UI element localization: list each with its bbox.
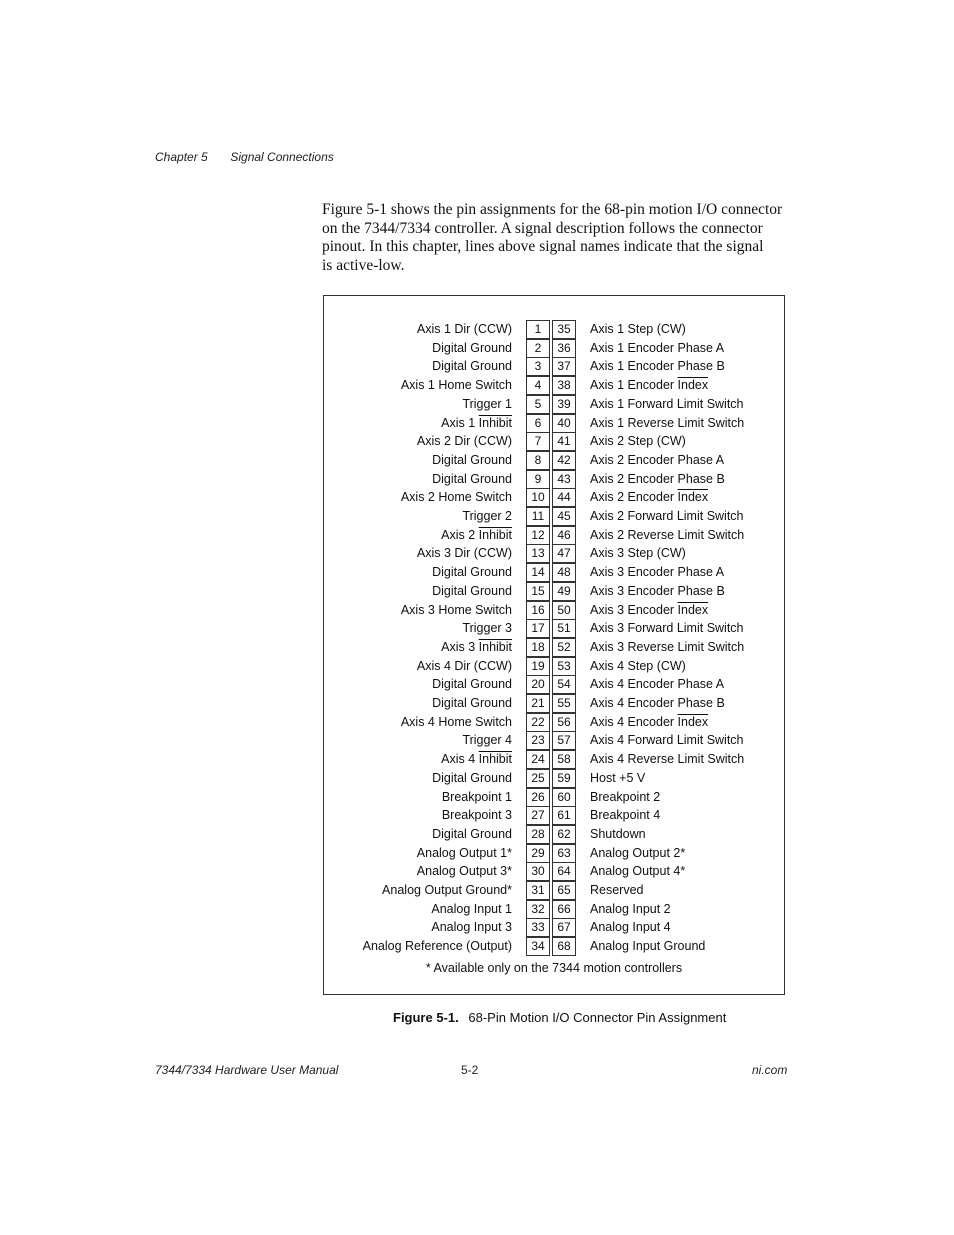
active-low-signal: Index (677, 602, 709, 617)
right-signal-label: Breakpoint 4 (590, 808, 661, 823)
pin-row (324, 376, 784, 395)
pin-number-right: 55 (552, 694, 576, 713)
pin-row (324, 675, 784, 694)
right-signal-label: Axis 1 Reverse Limit Switch (590, 415, 745, 430)
pin-number-left: 2 (526, 339, 550, 358)
pin-number-right: 60 (552, 788, 576, 807)
right-signal-label: Reserved (590, 883, 644, 897)
right-signal-label: Axis 2 Encoder Phase B (590, 471, 725, 486)
left-signal-label: Axis 1 Inhibit (441, 415, 512, 430)
left-signal-label: Digital Ground (432, 770, 512, 785)
pin-number-right: 44 (552, 488, 576, 507)
pin-row (324, 900, 784, 919)
left-signal-label: Digital Ground (432, 583, 512, 598)
pin-number-left: 4 (526, 376, 550, 395)
pin-number-right: 59 (552, 769, 576, 788)
right-signal-label: Axis 1 Encoder Phase B (590, 359, 725, 374)
pin-row (324, 825, 784, 844)
active-low-signal: Index (677, 714, 709, 729)
pin-number-right: 68 (552, 937, 576, 956)
left-signal-label: Trigger 1 (462, 396, 512, 411)
pin-number-left: 33 (526, 918, 550, 937)
pin-number-right: 54 (552, 675, 576, 694)
right-signal-label: Axis 2 Encoder Phase A (590, 452, 725, 467)
active-low-signal: Inhibit (478, 415, 512, 430)
pin-row (324, 619, 784, 638)
intro-line: pinout. In this chapter, lines above signal names indicate that the signal (322, 238, 764, 256)
footer-website: ni.com (752, 1063, 788, 1077)
pin-number-left: 24 (526, 750, 550, 769)
pin-number-left: 20 (526, 675, 550, 694)
pin-number-left: 29 (526, 844, 550, 863)
section-label: Signal Connections (230, 150, 334, 164)
left-signal-label: Axis 3 Home Switch (400, 602, 512, 617)
pin-row (324, 395, 784, 414)
pin-row (324, 339, 784, 358)
pin-row (324, 881, 784, 900)
right-signal-label: Axis 2 Encoder Index (590, 490, 709, 505)
right-signal-label: Analog Input 2 (590, 901, 671, 916)
left-signal-label: Analog Output 3* (416, 864, 512, 879)
pin-number-left: 14 (526, 563, 550, 582)
left-signal-label: Digital Ground (432, 565, 512, 580)
left-signal-label: Digital Ground (432, 471, 512, 486)
active-low-signal: Index (677, 490, 709, 505)
pin-row (324, 694, 784, 713)
pin-number-left: 21 (526, 694, 550, 713)
pin-number-left: 32 (526, 900, 550, 919)
left-signal-label: Trigger 3 (462, 621, 512, 636)
left-signal-label: Analog Output 1* (416, 845, 512, 860)
left-signal-label: Breakpoint 1 (441, 789, 512, 804)
pin-number-left: 12 (526, 526, 550, 545)
pin-row (324, 769, 784, 788)
footer-manual-title: 7344/7334 Hardware User Manual (155, 1063, 339, 1077)
right-signal-label: Axis 4 Reverse Limit Switch (590, 752, 745, 767)
left-signal-label: Analog Output Ground* (382, 883, 512, 897)
caption-text: 68-Pin Motion I/O Connector Pin Assignment (468, 1010, 727, 1025)
pin-number-left: 26 (526, 788, 550, 807)
pin-row (324, 320, 784, 339)
right-signal-label: Axis 3 Encoder Index (590, 602, 709, 617)
left-signal-label: Axis 4 Inhibit (441, 752, 512, 767)
pin-row (324, 806, 784, 825)
pin-number-left: 16 (526, 601, 550, 620)
right-signal-label: Host +5 V (590, 770, 646, 785)
active-low-signal: Inhibit (478, 752, 512, 767)
right-signal-label: Axis 2 Forward Limit Switch (590, 509, 744, 523)
pin-number-right: 43 (552, 470, 576, 489)
pin-number-left: 18 (526, 638, 550, 657)
right-signal-label: Analog Input Ground (590, 939, 706, 954)
pin-row (324, 657, 784, 676)
pin-number-right: 36 (552, 339, 576, 358)
right-signal-label: Axis 4 Encoder Index (590, 714, 709, 729)
left-signal-label: Analog Input 3 (431, 920, 512, 935)
left-signal-label: Analog Input 1 (431, 901, 512, 916)
left-signal-label: Analog Reference (Output) (362, 939, 512, 954)
chapter-label: Chapter 5 (155, 150, 208, 164)
pin-number-left: 9 (526, 470, 550, 489)
left-signal-label: Breakpoint 3 (441, 808, 512, 823)
pin-number-right: 53 (552, 657, 576, 676)
pin-row (324, 544, 784, 563)
pin-row (324, 844, 784, 863)
pin-row (324, 937, 784, 956)
pin-number-right: 40 (552, 414, 576, 433)
pin-number-left: 1 (526, 320, 550, 339)
intro-line: Figure 5-1 shows the pin assignments for the 68-pin motion I/O connector (322, 201, 783, 218)
right-signal-label: Axis 4 Forward Limit Switch (590, 733, 744, 748)
pin-number-left: 8 (526, 451, 550, 470)
pin-number-left: 15 (526, 582, 550, 601)
pin-number-left: 17 (526, 619, 550, 638)
pinout-figure (323, 295, 785, 995)
pin-number-left: 23 (526, 731, 550, 750)
pin-row (324, 731, 784, 750)
figure-caption (393, 1010, 726, 1025)
right-signal-label: Axis 4 Step (CW) (590, 658, 686, 673)
active-low-signal: Inhibit (478, 527, 512, 542)
active-low-signal: Inhibit (478, 639, 512, 654)
left-signal-label: Axis 1 Dir (CCW) (416, 322, 512, 336)
pin-number-right: 37 (552, 357, 576, 376)
pin-number-right: 48 (552, 563, 576, 582)
pin-row (324, 470, 784, 489)
pin-number-right: 67 (552, 918, 576, 937)
pin-number-left: 34 (526, 937, 550, 956)
pin-number-right: 57 (552, 731, 576, 750)
pin-number-right: 63 (552, 844, 576, 863)
pin-row (324, 432, 784, 451)
pin-number-left: 28 (526, 825, 550, 844)
intro-line: is active-low. (322, 256, 405, 274)
pin-number-left: 10 (526, 488, 550, 507)
pin-number-right: 39 (552, 395, 576, 414)
pin-number-right: 61 (552, 806, 576, 825)
pin-row (324, 582, 784, 601)
running-header (155, 150, 334, 164)
intro-paragraph (322, 201, 792, 275)
left-signal-label: Axis 2 Inhibit (441, 527, 512, 542)
right-signal-label: Analog Output 2* (590, 845, 686, 860)
right-signal-label: Axis 4 Encoder Phase B (590, 696, 725, 710)
pin-number-left: 7 (526, 432, 550, 451)
right-signal-label: Analog Input 4 (590, 920, 671, 935)
right-signal-label: Axis 2 Reverse Limit Switch (590, 527, 745, 542)
right-signal-label: Axis 1 Encoder Phase A (590, 340, 725, 355)
right-signal-label: Axis 3 Step (CW) (590, 546, 686, 561)
pin-number-right: 52 (552, 638, 576, 657)
pin-number-left: 6 (526, 414, 550, 433)
pin-number-left: 25 (526, 769, 550, 788)
pin-number-right: 58 (552, 750, 576, 769)
left-signal-label: Digital Ground (432, 677, 512, 692)
figure-footnote: * Available only on the 7344 motion controllers (425, 961, 683, 975)
pin-row (324, 638, 784, 657)
pin-row (324, 750, 784, 769)
right-signal-label: Axis 1 Step (CW) (590, 322, 686, 336)
pin-number-right: 65 (552, 881, 576, 900)
pin-number-left: 30 (526, 862, 550, 881)
left-signal-label: Trigger 2 (462, 509, 512, 523)
pin-number-left: 27 (526, 806, 550, 825)
right-signal-label: Breakpoint 2 (590, 789, 661, 804)
left-signal-label: Axis 4 Dir (CCW) (416, 658, 512, 673)
right-signal-label: Axis 1 Forward Limit Switch (590, 396, 744, 411)
pin-row (324, 451, 784, 470)
right-signal-label: Axis 2 Step (CW) (590, 434, 686, 449)
right-signal-label: Analog Output 4* (590, 864, 686, 879)
pin-number-right: 42 (552, 451, 576, 470)
left-signal-label: Axis 1 Home Switch (400, 378, 512, 393)
pin-row (324, 357, 784, 376)
pin-number-right: 51 (552, 619, 576, 638)
right-signal-label: Axis 3 Encoder Phase A (590, 565, 725, 580)
pin-row (324, 488, 784, 507)
pin-number-right: 45 (552, 507, 576, 526)
pin-number-right: 62 (552, 825, 576, 844)
pin-number-right: 46 (552, 526, 576, 545)
right-signal-label: Axis 3 Reverse Limit Switch (590, 639, 745, 654)
pin-row (324, 788, 784, 807)
intro-line: on the 7344/7334 controller. A signal description follows the connector (322, 219, 763, 237)
left-signal-label: Axis 3 Dir (CCW) (416, 546, 512, 561)
pin-number-right: 50 (552, 601, 576, 620)
left-signal-label: Digital Ground (432, 340, 512, 355)
left-signal-label: Axis 4 Home Switch (400, 714, 512, 729)
active-low-signal: Index (677, 378, 709, 393)
right-signal-label: Axis 3 Forward Limit Switch (590, 621, 744, 636)
pin-row (324, 918, 784, 937)
pin-number-right: 64 (552, 862, 576, 881)
pin-row (324, 862, 784, 881)
pin-number-left: 13 (526, 544, 550, 563)
pin-row (324, 507, 784, 526)
pin-number-right: 49 (552, 582, 576, 601)
pin-number-right: 66 (552, 900, 576, 919)
left-signal-label: Axis 2 Home Switch (400, 490, 512, 505)
pin-number-left: 5 (526, 395, 550, 414)
pin-row (324, 713, 784, 732)
left-signal-label: Digital Ground (432, 696, 512, 710)
pin-number-left: 11 (526, 507, 550, 526)
pin-row (324, 526, 784, 545)
right-signal-label: Axis 3 Encoder Phase B (590, 583, 725, 598)
right-signal-label: Axis 4 Encoder Phase A (590, 677, 725, 692)
pin-number-right: 41 (552, 432, 576, 451)
footer-page-number: 5-2 (461, 1063, 479, 1077)
left-signal-label: Digital Ground (432, 826, 512, 841)
caption-number: Figure 5-1. (393, 1010, 459, 1025)
pin-number-left: 31 (526, 881, 550, 900)
left-signal-label: Axis 3 Inhibit (441, 639, 512, 654)
pin-number-right: 38 (552, 376, 576, 395)
right-signal-label: Axis 1 Encoder Index (590, 378, 709, 393)
pin-number-right: 56 (552, 713, 576, 732)
pin-number-left: 3 (526, 357, 550, 376)
left-signal-label: Axis 2 Dir (CCW) (416, 434, 512, 449)
left-signal-label: Trigger 4 (462, 733, 512, 748)
right-signal-label: Shutdown (590, 826, 646, 841)
pin-number-left: 19 (526, 657, 550, 676)
pin-number-right: 47 (552, 544, 576, 563)
pin-row (324, 601, 784, 620)
left-signal-label: Digital Ground (432, 452, 512, 467)
pin-number-left: 22 (526, 713, 550, 732)
pin-row (324, 563, 784, 582)
left-signal-label: Digital Ground (432, 359, 512, 374)
pin-row (324, 414, 784, 433)
pin-number-right: 35 (552, 320, 576, 339)
